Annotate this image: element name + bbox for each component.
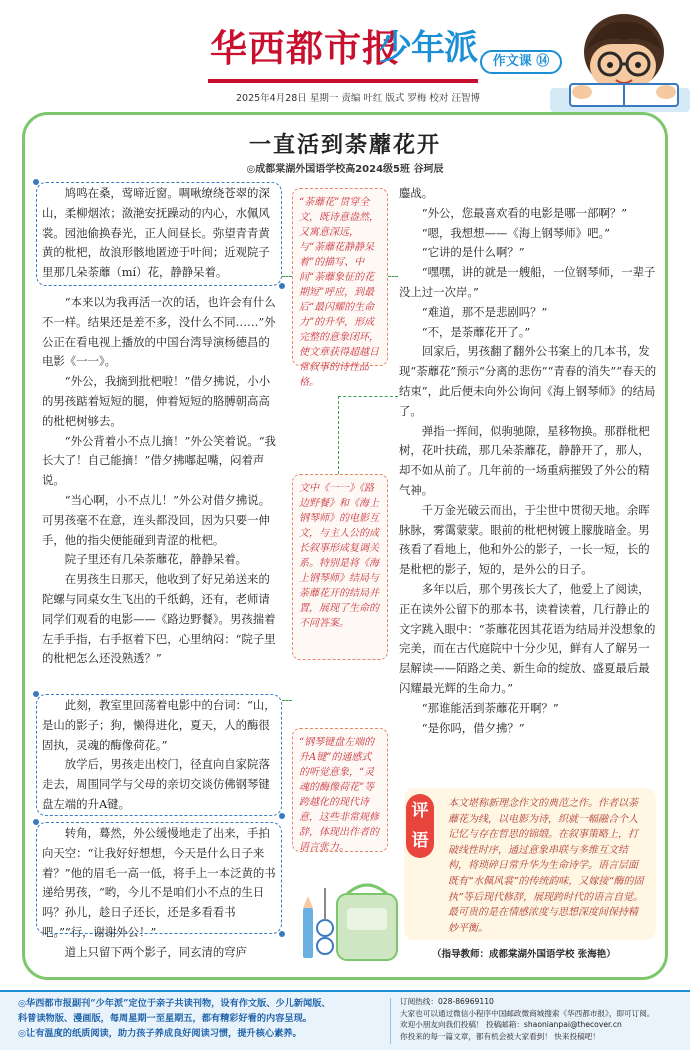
paragraph: “难道，那不是悲剧吗？” bbox=[421, 304, 548, 319]
paragraph: “嘿嘿，讲的就是一艘船，一位钢琴师，一辈子没上过一次岸。” bbox=[399, 265, 656, 299]
paragraph: “那谁能活到荼蘼花开啊？” bbox=[421, 700, 559, 715]
submission-email[interactable]: 欢迎小朋友向我们投稿！ 投稿邮箱：shaonianpai@thecover.cn bbox=[400, 1020, 622, 1030]
paragraph: 多年以后，那个男孩长大了，他爱上了阅读，正在读外公留下的那本书，读着读着，几行静止的文字跳入眼中：“荼蘼花因其花语为结局并没想象的完美，而在古代庭院中十分少见，鲜有人了解另一层解读——陌路之美、新生命的绽放、盛夏最后最闪耀最光辉的生命力。” bbox=[399, 581, 656, 695]
paragraph: 道上只留下两个影子，同玄清的穹庐 bbox=[64, 944, 248, 959]
reading-child-illustration bbox=[540, 0, 690, 112]
subscription-info: 大家也可以通过微信小程序中国邮政微商城搜索《华西都市报》，即可订阅。 bbox=[400, 1008, 655, 1018]
paragraph: 转角，蓦然，外公缓慢地走了出来，手拍向天空：“让我好好想想，今天是什么日子来着？”他的眉毛一高一低，将手上一本泛黄的书递给男孩，“哟，今儿不是咱们小不点的生日吗？孙儿，趁日子还长，还是多看看书吧。”“行，谢谢外公！” bbox=[42, 826, 276, 939]
paragraph: 鸠鸣在桑，莺啼近窗。啁啾缭绕苍翠的深山，柔柳烟浓；潋滟安抚躁动的内心，水佩风裳。园池偷换春光，正人间昼长。弥望青青黄黄的枇杷，故浪形骸地匿迹于叶间；近观院子里那几朵荼蘼（mí）花，静静呆着。 bbox=[42, 186, 270, 280]
margin-note-1: “荼蘼花”贯穿全文，既诗意盎然，又寓意深远，与“荼蘼花静静呆着”的描写、中间“荼蘼象征的花期短”呼应，到最后“最闪耀的生命力”的升华，形成完整的意象闭环，使文章获得超越日常叙事的诗性品格。 bbox=[292, 188, 388, 366]
paragraph: “本来以为我再活一次的话，也许会有什么不一样。结果还是差不多，没什么不同……”外公正在看电视上播放的中国台湾导演杨德昌的电影《一一》。 bbox=[42, 294, 276, 369]
teacher-credit: （指导教师：成都棠湖外国语学校 张海艳） bbox=[432, 949, 616, 960]
margin-note-3: “钢琴键盘左端的升A键”的通感式的听觉意象，“灵魂的酶像荷花”等跨越化的现代诗意，这些非常规修辞，体现出作者的语言张力。 bbox=[292, 728, 388, 852]
page-footer bbox=[0, 990, 690, 1050]
comment-badge: 评语 bbox=[406, 794, 434, 858]
paragraph: “外公，您最喜欢看的电影是哪一部啊？” bbox=[421, 205, 628, 220]
paragraph: 放学后，男孩走出校门，径直向自家院落走去，周围同学与父母的亲切交谈仿佛钢琴键盘左端的升A键。 bbox=[42, 757, 270, 811]
footer-line: ◎让有温度的纸质阅读，助力孩子养成良好阅读习惯，提升核心素养。 bbox=[18, 1028, 302, 1039]
footer-divider bbox=[390, 998, 391, 1044]
page-header bbox=[0, 0, 690, 110]
paragraph: “当心啊，小不点儿！”外公对借夕拂说。可男孩毫不在意，连头都没回，因为只要一伸手，他的指尖便能碰到青涩的枇杷。 bbox=[42, 492, 271, 547]
connector-line bbox=[338, 396, 398, 397]
connector-line bbox=[338, 396, 339, 474]
paragraph: “不，是荼蘼花开了。” bbox=[421, 324, 531, 339]
paragraph: “外公，我摘到批杷啦！”借夕拂说，小小的男孩踮着短短的腿，伸着短短的胳膊朝高高的枇杷树够去。 bbox=[42, 374, 271, 428]
issue-badge: 作文课 ⑭ bbox=[480, 50, 562, 74]
article-title: 一直活到荼蘼花开 bbox=[248, 132, 441, 158]
byline: 2025年4月28日 星期一 责编 叶红 版式 罗梅 校对 汪智博 bbox=[236, 93, 480, 104]
submission-call: 你投来的每一篇文章，都有机会被大家看到！ 快来投稿吧！ bbox=[400, 1031, 600, 1041]
paragraph: 弹指一挥间，似驹驰隙，星移物换。那群枇杷树，花叶扶疏，那几朵荼蘼花，静静开了，那人，却不如从前了。几年前的一场重病摧毁了外公的精气神。 bbox=[399, 423, 650, 497]
teacher-comment: 本文堪称新理念作文的典范之作。作者以荼蘼花为线，以电影为诗，织就一幅融合个人记忆与存在哲思的锦缎。在叙事策略上，打破线性时序，通过意象串联与多维互文结构，将琐碎日常升华为生命诗学。语言层面既有“水佩风裳”的传统韵味，又嫁接“酶的固执”等后现代修辞，展现跨时代的语言自觉。最可贵的是在情感浓度与思想深度间保持精妙平衡。 bbox=[404, 788, 656, 940]
stationery-illustration bbox=[285, 868, 415, 962]
column-name: 少年派 bbox=[378, 28, 477, 68]
paragraph: “是你吗，借夕拂？” bbox=[421, 720, 525, 735]
paragraph: “嗯，我想想——《海上钢琴师》吧。” bbox=[421, 225, 610, 240]
masthead-rule bbox=[208, 79, 478, 83]
connector-line bbox=[282, 700, 292, 701]
paragraph: “它讲的是什么啊？” bbox=[421, 245, 525, 260]
paragraph: 回家后，男孩翻了翻外公书案上的几本书，发现“荼蘼花”预示“分离的悲伤”“青春的消失”“春天的结束”，此后便未向外公询问《海上钢琴师》的结局了。 bbox=[399, 344, 657, 418]
left-column-middle bbox=[42, 696, 278, 815]
left-column-bottom bbox=[42, 824, 278, 963]
article-author: ◎成都棠湖外国语学校高2024级5班 谷珂辰 bbox=[246, 164, 444, 175]
subscription-hotline: 订阅热线：028-86969110 bbox=[400, 997, 494, 1006]
footer-intro bbox=[18, 996, 382, 1041]
connector-line bbox=[282, 276, 292, 277]
left-column-top bbox=[42, 184, 278, 669]
paragraph: 此刻，教室里回荡着电影中的台词：“山，是山的影子；狗，懒得进化，夏天，人的酶很固执，灵魂的酶像荷花。” bbox=[42, 698, 276, 752]
footer-line: 科普读物版、漫画版，每周星期一至星期五，都有精彩好看的内容呈现。 bbox=[18, 1013, 312, 1024]
paragraph: 千万金光破云而出，于尘世中贯彻天地。余晖脉脉，雾霭蒙蒙。眼前的枇杷树镀上朦胧暗金。男孩看了看地上，他和外公的影子，一长一短，长的是枇杷的影子，短的，是外公的日子。 bbox=[399, 502, 650, 577]
margin-note-2: 文中《一一》《路边野餐》和《海上钢琴师》的电影互文，与主人公的成长叙事形成复调关系。特别是将《海上钢琴师》结局与荼蘼花开的结局并置，展现了生命的不同答案。 bbox=[292, 474, 388, 660]
paragraph: 在男孩生日那天，他收到了好兄弟送来的陀螺与同桌女生飞出的千纸鹤，还有，老师请同学们观看的电影——《路边野餐》。男孩揣着左手手指，右手抠着下巴，心里纳闷：“院子里的枇杷怎么还没熟透？” bbox=[42, 572, 276, 666]
right-column bbox=[399, 184, 657, 738]
paragraph: 院子里还有几朵荼蘼花，静静呆着。 bbox=[64, 552, 248, 567]
connector-line bbox=[388, 276, 398, 277]
masthead-logo: 华西都市报 bbox=[210, 26, 400, 70]
paragraph: “外公背着小不点儿摘！”外公笑着说。“我长大了！自己能摘！”借夕拂嘟起嘴，闷着声说。 bbox=[42, 433, 276, 488]
paragraph: 鏖战。 bbox=[399, 186, 434, 200]
footer-contact bbox=[400, 996, 686, 1042]
footer-line: ◎华西都市报副刊“少年派”定位于亲子共读刊物，设有作文版、少儿新闻版、 bbox=[18, 998, 331, 1009]
